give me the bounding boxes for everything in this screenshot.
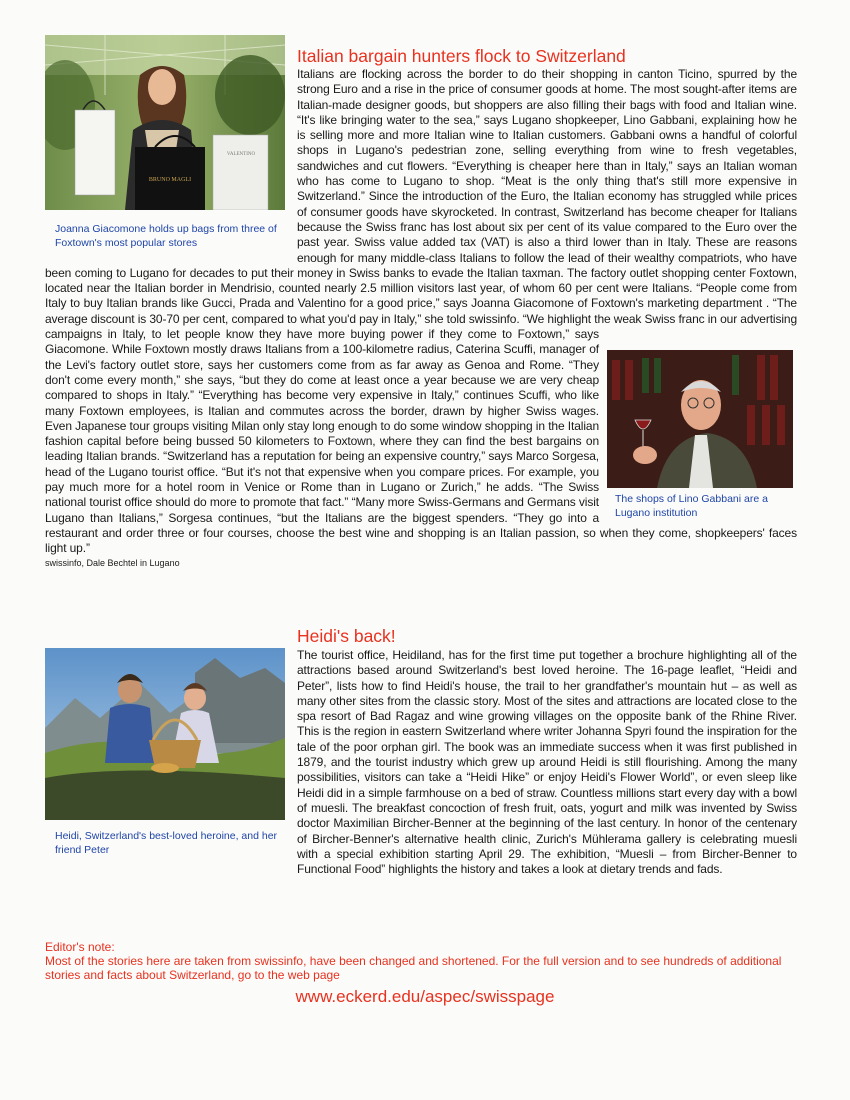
story1-headline: Italian bargain hunters flock to Switzerland xyxy=(297,46,626,66)
wine-shop-owner-photo xyxy=(607,350,793,488)
story1-body: Italians are flocking across the border to do their shopping in canton Ticino, spurred by the strong Euro and a rise in the price of consumer goods at home. The most sought-after items are Italian-made designer goods, but shoppers are also filling their bags with food and Italian wine. “It's like bringing water to the sea,” says Lugano shopkeeper, Lino Gabbani, explaining how he is selling more and more Italian wine to Italian customers. Gabbani owns a handful of colorful shops in Lugano's pedestrian zone, selling everything from wine to fresh vegetables, sandwiches and cut flowers. “Everything is cheaper here than in Italy,” says an Italian woman who has come to Lugano to shop. “Meat is the only thing that's still more expensive in Switzerland.” Since the introduction of the Euro, the Italian economy has struggled while prices of consumer goods have skyrocketed. In contrast, Switzerland has become cheaper for Italians because the Swiss franc has lost about six per cent of its value compared to the Euro over the past year. Swiss value added tax (VAT) is also a third lower than in Italy. These are reasons enough for many middle-class Italians to follow the lead of their wealthy compatriots, who have been coming to Lugano for decades to put their money in Swiss banks to evade the Italian taxman. The factory outlet shopping center Foxtown, located near the Italian border in Mendrisio, counted nearly 2.5 million visitors last year, of whom 60 per cent were Italians. “People come from Italy to buy Italian brands like Gucci, Prada and Valentino for a good price,” says Joanna Giacomone of Foxtown's marketing department . “The average discount is 30-70 per cent, compared to what you'd pay in Italy,” she told swissinfo. “We highlight the weak Swiss franc in our advertising campaigns in Italy, to let people know they have more buying power if they come to Foxtown,” says Giacomone. While Foxtown mostly draws Italians from a 100-kilometre radius, Caterina Scuffi, manager of the Levi's factory outlet store, says her customers come from as far away as Genoa and Rome. “They don't come every month,” she says, “but they do come at least once a year because we are very cheap compared to shops in Italy.” “Everything has become very expensive in Italy,” continues Scuffi, who like many Foxtown employees, is Italian and commutes across the border, drawn by higher Swiss wages. Even Japanese tour groups visiting Milan only stay long enough to do some window shopping in the Italian fashion capital before being bussed 50 kilometers to Foxtown, where they can find the best bargains on leading Italian brands. “Switzerland has a reputation for being an expensive country,” says Marco Sorgesa, head of the Lugano tourist office. “But it's not that expensive when you compare prices. For example, you pay much more for a hotel room in Venice or Rome than in Lugano or Zurich,” he adds. “The Swiss national tourist office should do more to promote that fact.” “Many more Swiss-Germans and Germans visit Lugano than Italians,” Sorgesa continues, “but the Italians are the biggest spenders. “They go into a restaurant and order three or four courses, choose the best wine and shopping is an Italian passion, so when they come, shopkeepers' faces light up.” xyxy=(45,67,797,556)
photo3-space xyxy=(45,648,297,877)
bag-brand-text-2: VALENTINO xyxy=(226,152,256,157)
story1-byline: swissinfo, Dale Bechtel in Lugano xyxy=(45,557,180,568)
editors-note-label: Editor's note: xyxy=(45,940,115,954)
story2-headline: Heidi's back! xyxy=(297,626,396,646)
bag-brand-text-1: BRUNO MAGLI xyxy=(148,177,192,183)
story2-article xyxy=(45,648,797,877)
swisspage-link[interactable]: www.eckerd.edu/aspec/swisspage xyxy=(295,987,555,1006)
editors-note-text: Most of the stories here are taken from swissinfo, have been changed and shortened. For the full version and to see hundreds of additional stories and facts about Switzerland, go to the web page xyxy=(45,954,782,982)
story2-body: The tourist office, Heidiland, has for the first time put together a brochure highlighting all of the attractions based around Switzerland's best loved heroine. The 16-page leaflet, “Heidi and Peter”, lists how to find Heidi's house, the trail to her grandfather's mountain hut – as well as many other sites from the classic story. Most of the sites and attractions are located close to the spa resort of Bad Ragaz and wine growing villages on the opposite bank of the Rhine River. This is the region in eastern Switzerland where writer Johanna Spyri found the inspiration for the tale of the poor orphan girl. The book was an immediate success when it was first published in 1879, and the tourist industry which grew up around Heidi is still flourishing. Among the many possibilities, visitors can take a “Heidi Hike” or enjoy Heidi's Flower World”, or even sleep like Heidi did in a simple farmhouse on a bed of straw. Countless millions start every day with a bowl of muesli. The breakfast concoction of fresh fruit, oats, yogurt and milk was invented by Swiss doctor Maximilian Bircher-Benner at the beginning of the last century. In honor of the centenary of Bircher-Benner's alternative health clinic, Zurich's Mühlerama gallery is celebrating muesli with a special exhibition starting April 29. The exhibition, “Muesli – from Bircher-Benner to Functional Food” highlights the history and takes a look at dietary trends and fads. xyxy=(297,648,797,877)
heidi-photo-caption: Heidi, Switzerland's best-loved heroine, and her friend Peter xyxy=(55,830,278,856)
editors-note xyxy=(45,940,805,982)
wine-shop-photo-caption: The shops of Lino Gabbani are a Lugano institution xyxy=(615,493,768,519)
shopping-photo-caption: Joanna Giacomone holds up bags from three of Foxtown's most popular stores xyxy=(55,223,277,249)
photo1-space xyxy=(45,67,297,252)
